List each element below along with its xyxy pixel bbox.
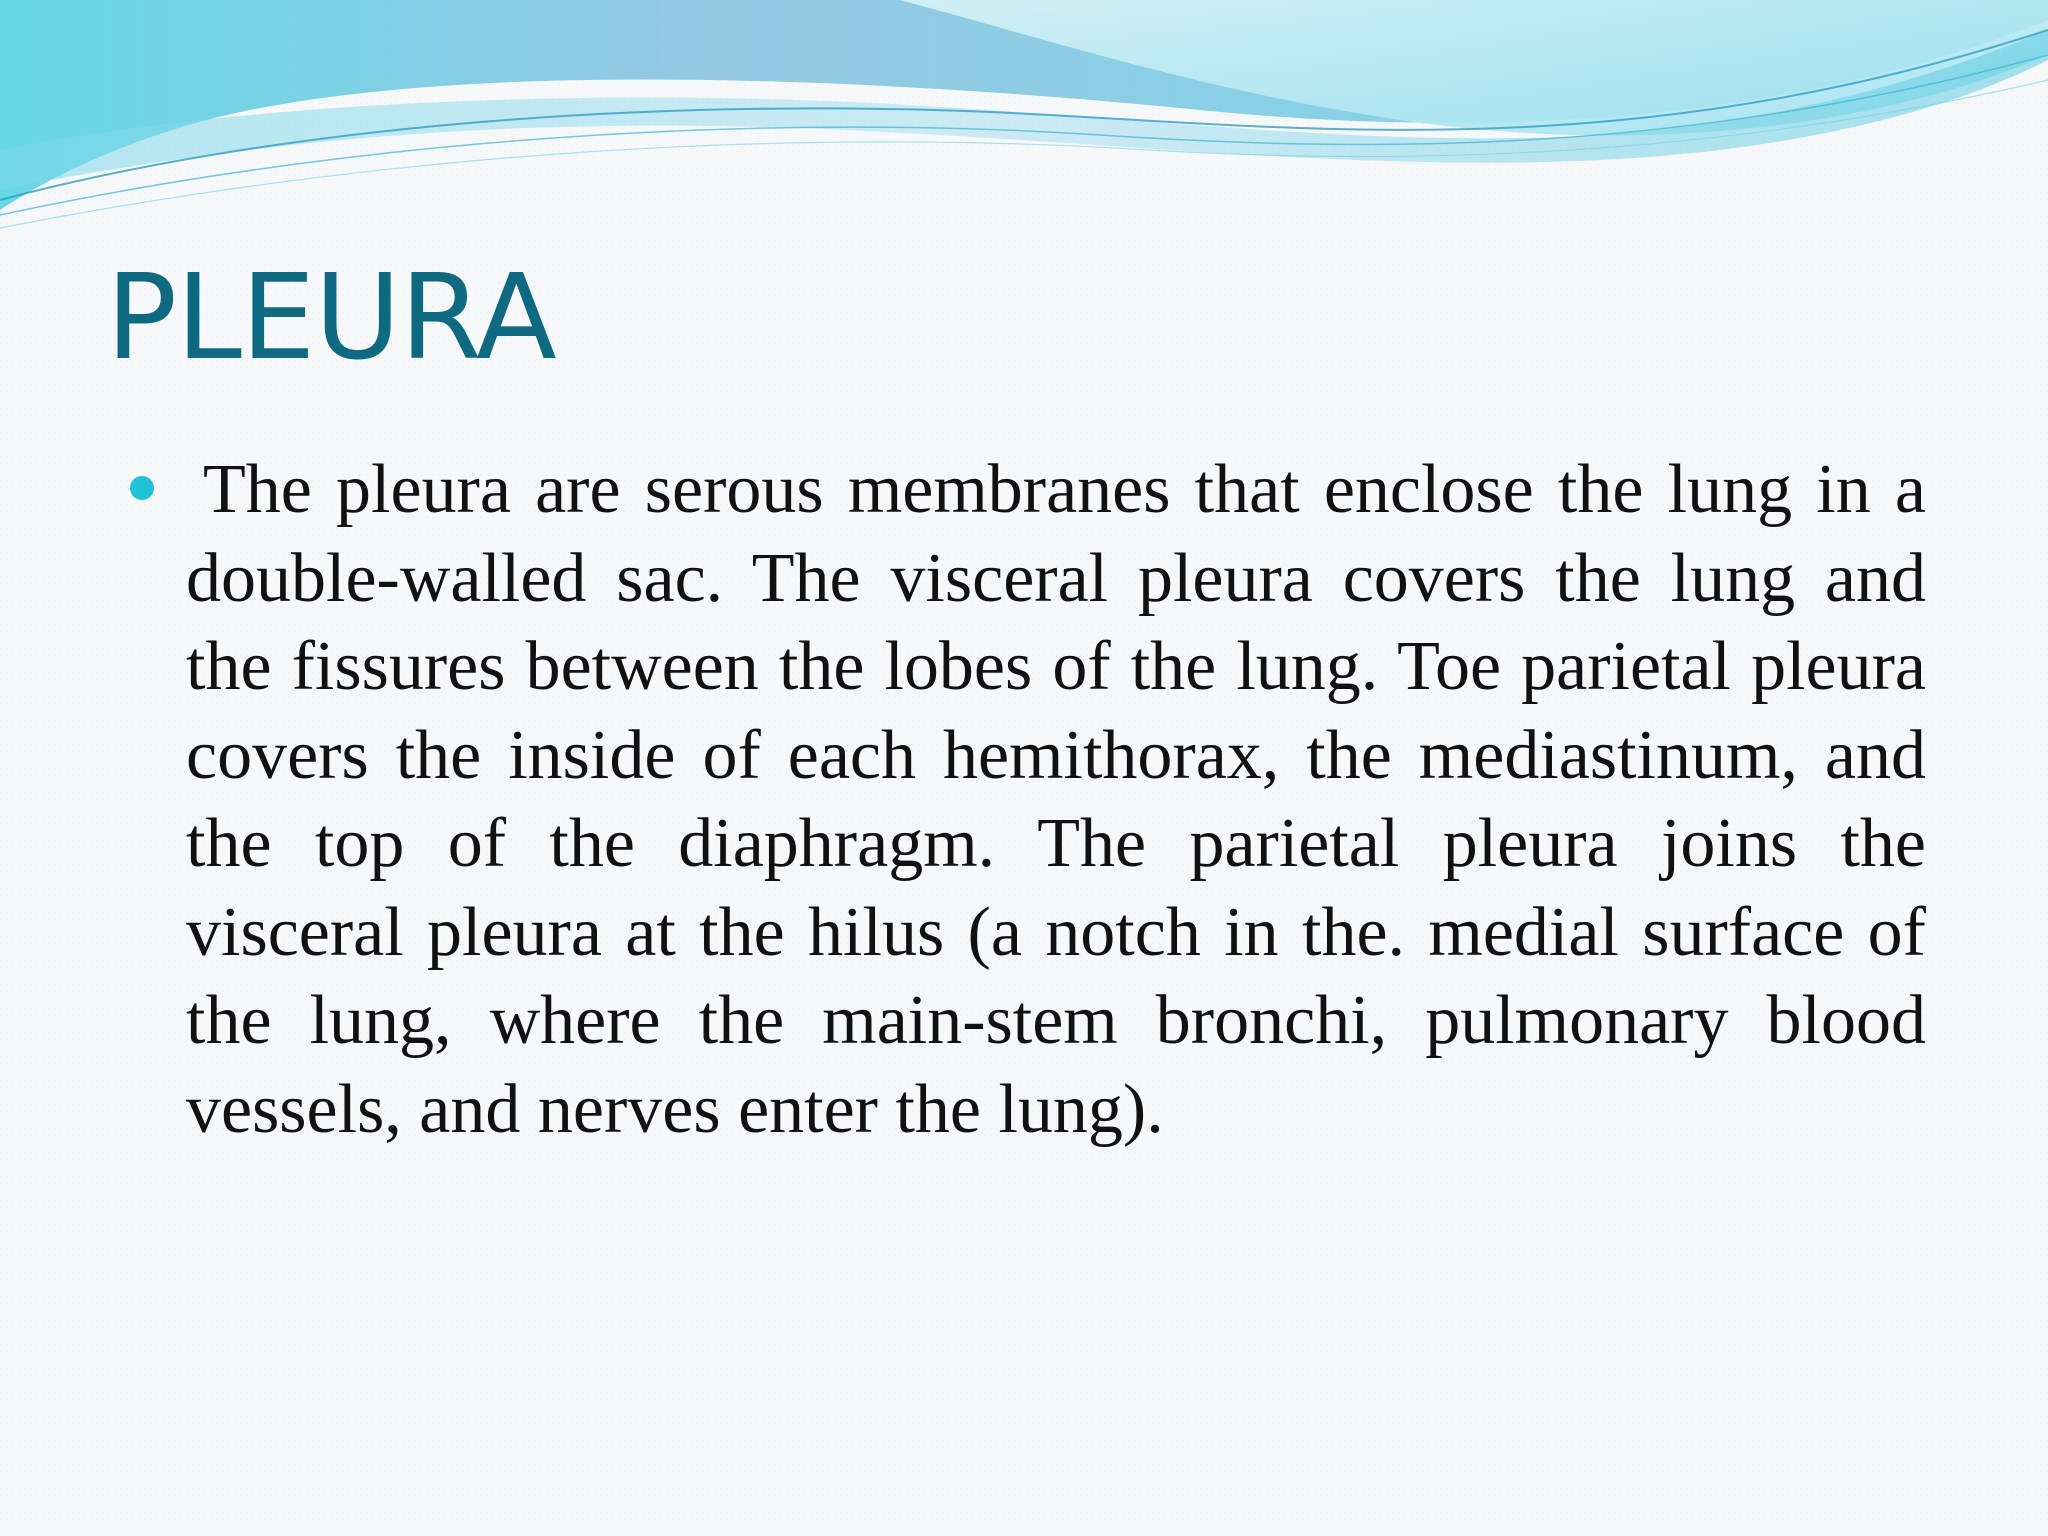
slide-title: PLEURA (106, 248, 556, 386)
header-wave-decoration (0, 0, 2048, 240)
bullet-item (130, 446, 1926, 1154)
bullet-list (130, 446, 1926, 1154)
bullet-icon (130, 476, 154, 500)
bullet-text: The pleura are serous membranes that enclose the lung in a double-walled sac. The visceral pleura covers the lung and the fissures between the lobes of the lung. Toe parietal pleura covers the inside of each hemithorax, the mediastinum, and the top of the diaphragm. The parietal pleura joins the visceral pleura at the hilus (a notch in the. medial surface of the lung, where the main-stem bronchi, pulmonary blood vessels, and nerves enter the lung). (186, 451, 1926, 1148)
